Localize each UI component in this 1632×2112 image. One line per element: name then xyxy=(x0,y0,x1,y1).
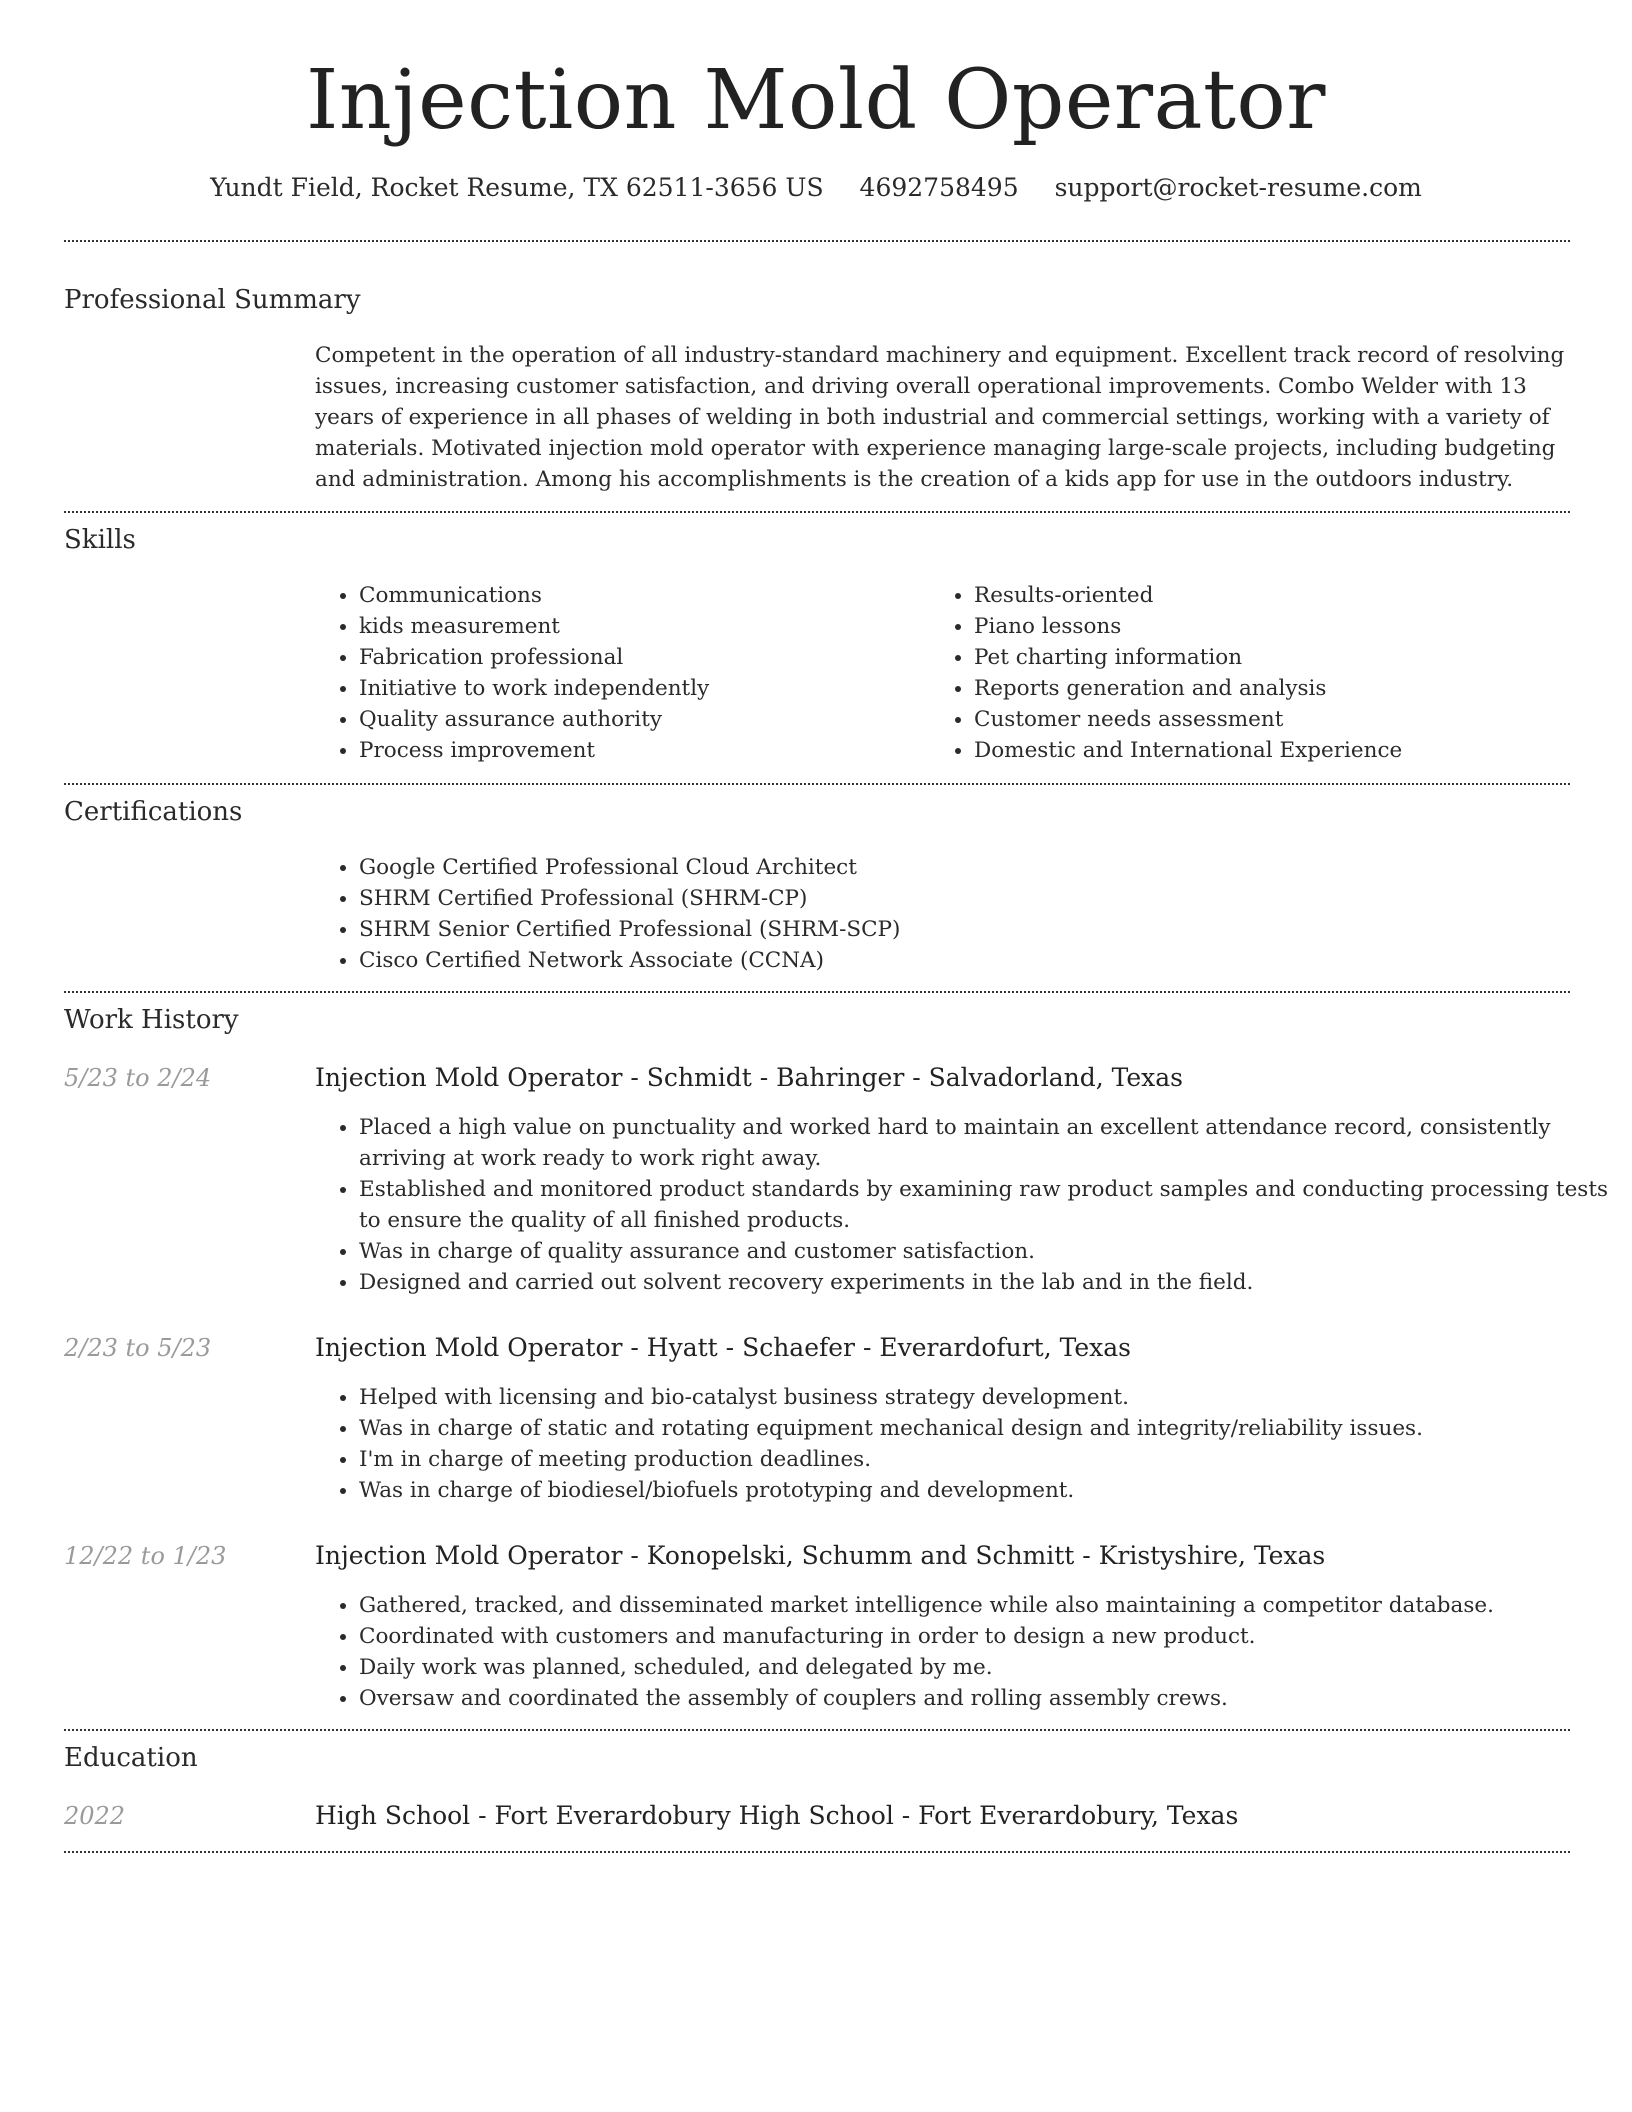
skill-item: • Initiative to work independently xyxy=(359,673,919,704)
section-title-summary: Professional Summary xyxy=(64,285,361,315)
job-details: - Schmidt - Bahringer - Salvadorland, Texas xyxy=(622,1063,1183,1092)
skill-item: • Customer needs assessment xyxy=(974,704,1594,735)
job-details: - Konopelski, Schumm and Schmitt - Kristyshire, Texas xyxy=(622,1541,1326,1570)
certification-item: • SHRM Certified Professional (SHRM-CP) xyxy=(359,883,1559,914)
skills-list-left xyxy=(315,580,919,766)
divider xyxy=(64,783,1570,785)
job-details: - Hyatt - Schaefer - Everardofurt, Texas xyxy=(622,1333,1131,1362)
skill-item: • Process improvement xyxy=(359,735,919,766)
job-title xyxy=(315,1060,1183,1096)
job-bullet: • Coordinated with customers and manufacturing in order to design a new product. xyxy=(359,1621,1615,1652)
skill-item: • Domestic and International Experience xyxy=(974,735,1594,766)
job-dates: 2/23 to 5/23 xyxy=(64,1334,212,1362)
education-details: - Fort Everardobury High School - Fort Everardobury, Texas xyxy=(470,1801,1239,1830)
job-bullet: • I'm in charge of meeting production deadlines. xyxy=(359,1444,1615,1475)
education-degree: High School xyxy=(315,1801,471,1830)
job-role: Injection Mold Operator xyxy=(315,1541,623,1570)
job-bullet: • Was in charge of quality assurance and customer satisfaction. xyxy=(359,1236,1615,1267)
job-dates: 12/22 to 1/23 xyxy=(64,1542,227,1570)
certification-item: • Google Certified Professional Cloud Architect xyxy=(359,852,1559,883)
job-dates: 5/23 to 2/24 xyxy=(64,1064,212,1092)
divider xyxy=(64,1851,1570,1853)
section-title-certifications: Certifications xyxy=(64,797,243,827)
job-bullet: • Daily work was planned, scheduled, and delegated by me. xyxy=(359,1652,1615,1683)
certifications-list xyxy=(315,852,1559,976)
email: support@rocket-resume.com xyxy=(1054,173,1422,202)
job-bullet: • Established and monitored product standards by examining raw product samples and conducting processing tests to ensure the quality of all finished products. xyxy=(359,1174,1615,1236)
contact-line xyxy=(0,170,1632,206)
education-entry xyxy=(315,1798,1238,1834)
divider xyxy=(64,240,1570,242)
job-title xyxy=(315,1330,1131,1366)
job-bullet: • Designed and carried out solvent recovery experiments in the lab and in the field. xyxy=(359,1267,1615,1298)
job-bullet: • Placed a high value on punctuality and worked hard to maintain an excellent attendance record, consistently arriving at work ready to work right away. xyxy=(359,1112,1615,1174)
job-bullets xyxy=(315,1112,1615,1298)
education-year: 2022 xyxy=(64,1802,126,1830)
job-bullet: • Helped with licensing and bio-catalyst business strategy development. xyxy=(359,1382,1615,1413)
summary-text: Competent in the operation of all industry-standard machinery and equipment. Excellent track record of resolving issues, increasing customer satisfaction, and driving overall operational improvements. Combo Welder with 13 years of experience in all phases of welding in both industrial and commercial settings, working with a variety of materials. Motivated injection mold operator with experience managing large-scale projects, including budgeting and administration. Among his accomplishments is the creation of a kids app for use in the outdoors industry. xyxy=(315,343,1565,492)
skills-list-right xyxy=(930,580,1594,766)
job-role: Injection Mold Operator xyxy=(315,1063,623,1092)
certification-item: • Cisco Certified Network Associate (CCNA) xyxy=(359,945,1559,976)
divider xyxy=(64,991,1570,993)
skill-item: • Quality assurance authority xyxy=(359,704,919,735)
skill-item: • Communications xyxy=(359,580,919,611)
divider xyxy=(64,511,1570,513)
skill-item: • Results-oriented xyxy=(974,580,1594,611)
skill-item: • Piano lessons xyxy=(974,611,1594,642)
job-bullet: • Oversaw and coordinated the assembly of couplers and rolling assembly crews. xyxy=(359,1683,1615,1714)
job-role: Injection Mold Operator xyxy=(315,1333,623,1362)
section-title-education: Education xyxy=(64,1743,198,1773)
job-title xyxy=(315,1538,1325,1574)
certification-item: • SHRM Senior Certified Professional (SHRM-SCP) xyxy=(359,914,1559,945)
section-title-skills: Skills xyxy=(64,525,136,555)
job-bullets xyxy=(315,1382,1615,1506)
job-bullet: • Was in charge of static and rotating equipment mechanical design and integrity/reliability issues. xyxy=(359,1413,1615,1444)
skill-item: • Pet charting information xyxy=(974,642,1594,673)
candidate-name: Injection Mold Operator xyxy=(306,53,1326,148)
address: Yundt Field, Rocket Resume, TX 62511-3656 US xyxy=(210,173,824,202)
skill-item: • Fabrication professional xyxy=(359,642,919,673)
skill-item: • Reports generation and analysis xyxy=(974,673,1594,704)
job-bullet: • Gathered, tracked, and disseminated market intelligence while also maintaining a competitor database. xyxy=(359,1590,1615,1621)
section-title-work-history: Work History xyxy=(64,1005,239,1035)
job-bullet: • Was in charge of biodiesel/biofuels prototyping and development. xyxy=(359,1475,1615,1506)
phone: 4692758495 xyxy=(859,173,1019,202)
job-bullets xyxy=(315,1590,1615,1714)
skill-item: • kids measurement xyxy=(359,611,919,642)
divider xyxy=(64,1729,1570,1731)
